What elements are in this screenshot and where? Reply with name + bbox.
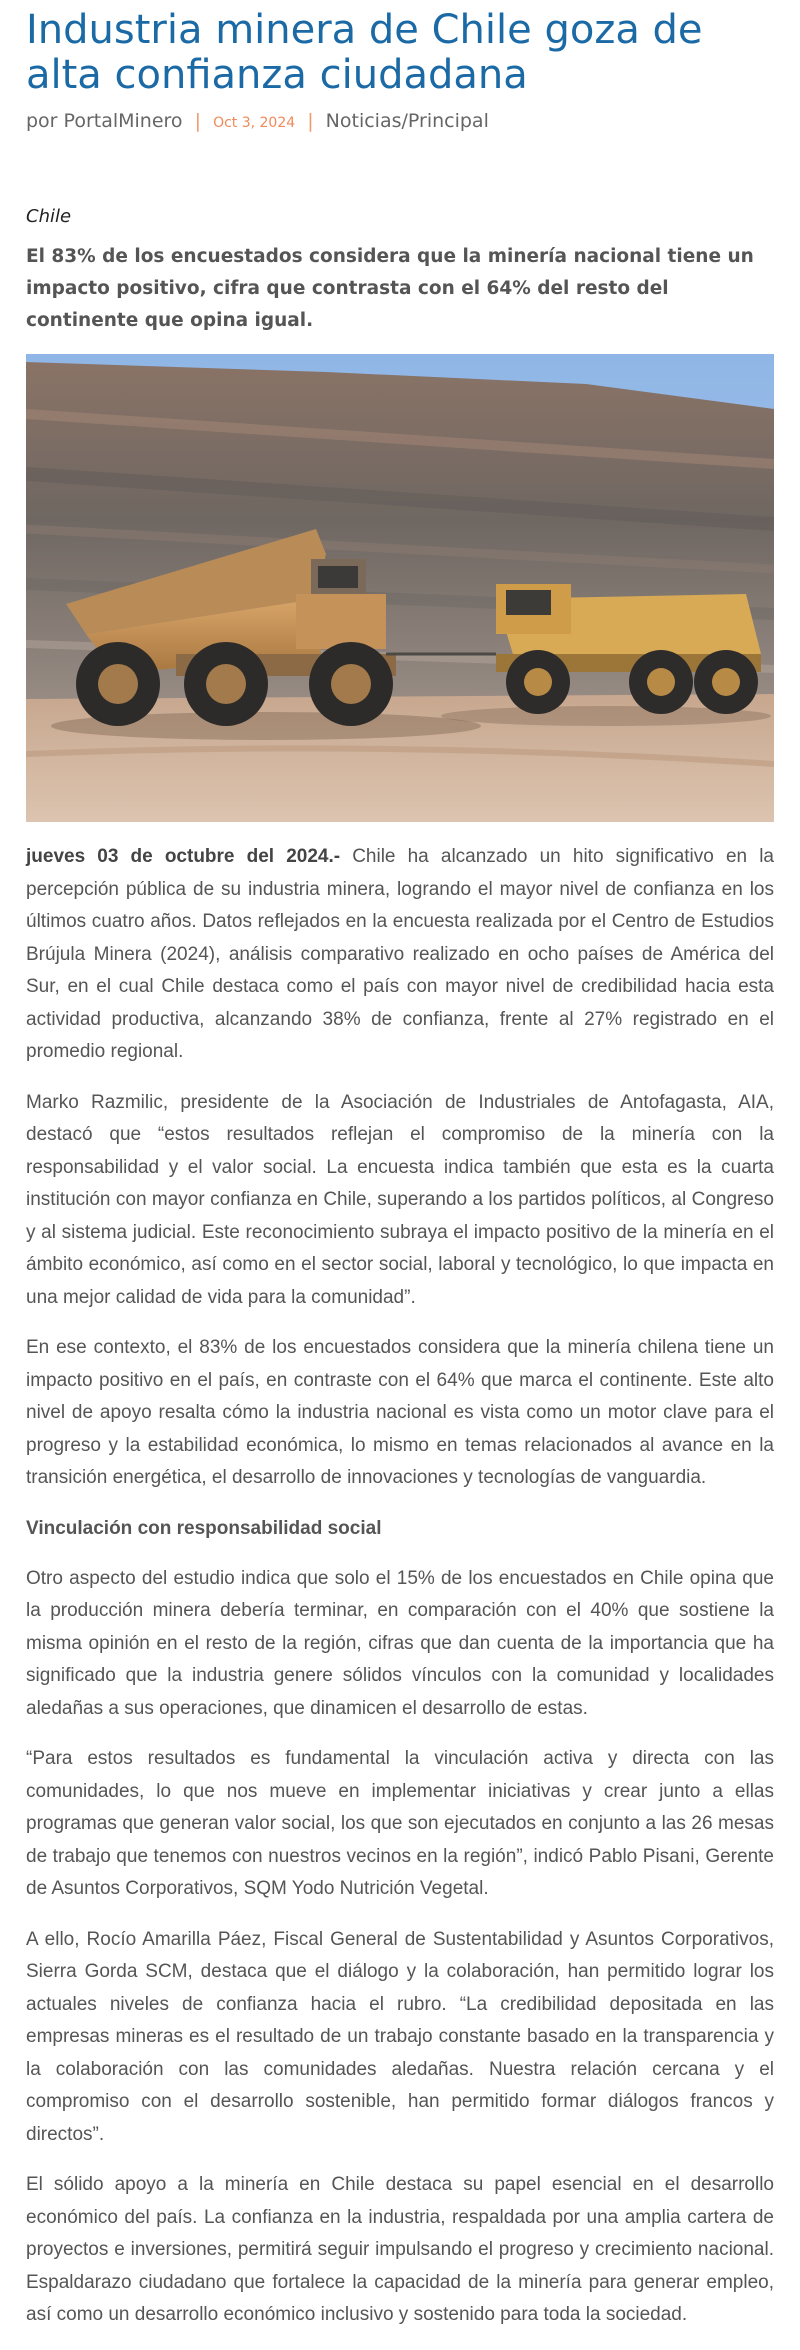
paragraph-text: Chile ha alcanzado un hito significativo en la percepción pública de su industria minera, logrando el mayor nivel de confianza en los últimos cuatro años. Datos reflejados en la encuesta realizada por el Centro de Estudios Brújula Minera (2024), análisis comparativo realizado en ocho países de América del Sur, en el cual Chile destaca como el país con mayor nivel de credibilidad hacia esta actividad productiva, alcanzando 38% de confianza, frente al 27% registrado en el promedio regional. [26, 846, 775, 1062]
dateline: jueves 03 de octubre del 2024.- [26, 846, 341, 867]
article-photo [26, 354, 774, 822]
article-lead: El 83% de los encuestados considera que la minería nacional tiene un impacto positivo, cifra que contrasta con el 64% del resto del continente que opina igual. [26, 246, 754, 331]
article-title: Industria minera de Chile goza de alta confianza ciudadana [26, 7, 703, 98]
article-body [26, 841, 774, 2350]
paragraph: “Para estos resultados es fundamental la vinculación activa y directa con las comunidades, lo que nos mueve en implementar iniciativas y crear junto a ellas programas que generan valor social, los que son ejecutados en conjunto a las 26 mesas de trabajo que tenemos con nuestros vecinos en la región”, indicó Pablo Pisani, Gerente de Asuntos Corporativos, SQM Yodo Nutrición Vegetal. [26, 1748, 774, 1899]
paragraph: A ello, Rocío Amarilla Páez, Fiscal General de Sustentabilidad y Asuntos Corporativos, Sierra Gorda SCM, destaca que el diálogo y la colaboración, han permitido lograr los actuales niveles de confianza hacia el rubro. “La credibilidad depositada en las empresas mineras es el resultado de un trabajo constante basado en la transparencia y la colaboración con las comunidades aledañas. Nuestra relación cercana y el compromiso con el desarrollo sostenible, han permitido formar diálogos francos y directos”. [26, 1928, 774, 2145]
meta-separator: | [307, 110, 314, 132]
paragraph: En ese contexto, el 83% de los encuestados considera que la minería chilena tiene un impacto positivo en el país, en contraste con el 64% que marca el continente. Este alto nivel de apoyo resalta cómo la industria nacional es vista como un motor clave para el progreso y la estabilidad económica, lo mismo en temas relacionados al avance en la transición energética, el desarrollo de innovaciones y tecnologías de vanguardia. [26, 1337, 774, 1488]
author-link[interactable]: PortalMinero [63, 110, 183, 132]
article-meta [26, 110, 774, 136]
paragraph [26, 841, 774, 1069]
paragraph: El sólido apoyo a la minería en Chile destaca su papel esencial en el desarrollo económico del país. La confianza en la industria, respaldada por una amplia cartera de proyectos e inversiones, permitirá seguir impulsando el progreso y crecimiento nacional. Espaldarazo ciudadano que fortalece la capacidad de la minería para generar empleo, así como un desarrollo económico inclusivo y sostenido para toda la sociedad. [26, 2174, 774, 2325]
article-header [26, 0, 774, 337]
publish-date: Oct 3, 2024 [213, 115, 296, 131]
paragraph: Marko Razmilic, presidente de la Asociación de Industriales de Antofagasta, AIA, destacó que “estos resultados reflejan el compromiso de la minería con la responsabilidad y el valor social. La encuesta indica también que esta es la cuarta institución con mayor confianza en Chile, superando a los partidos políticos, al Congreso y al sistema judicial. Este reconocimiento subraya el impacto positivo de la minería en el ámbito económico, así como en el sector social, laboral y tecnológico, lo que impacta en una mejor calidad de vida para la comunidad”. [26, 1091, 774, 1308]
meta-by: por [26, 110, 58, 132]
section-label: Chile [26, 206, 72, 227]
section-subheading: Vinculación con responsabilidad social [26, 1517, 382, 1539]
meta-separator: | [194, 110, 202, 132]
paragraph: Otro aspecto del estudio indica que solo el 15% de los encuestados en Chile opina que la producción minera debería terminar, en comparación con el 40% que sostiene la misma opinión en el resto de la región, cifras que dan cuenta de la importancia que ha significado que la industria genere sólidos vínculos con la comunidad y localidades aledañas a sus operaciones, que dinamicen el desarrollo de estas. [26, 1567, 774, 1719]
category-link[interactable]: Noticias/Principal [325, 110, 489, 132]
